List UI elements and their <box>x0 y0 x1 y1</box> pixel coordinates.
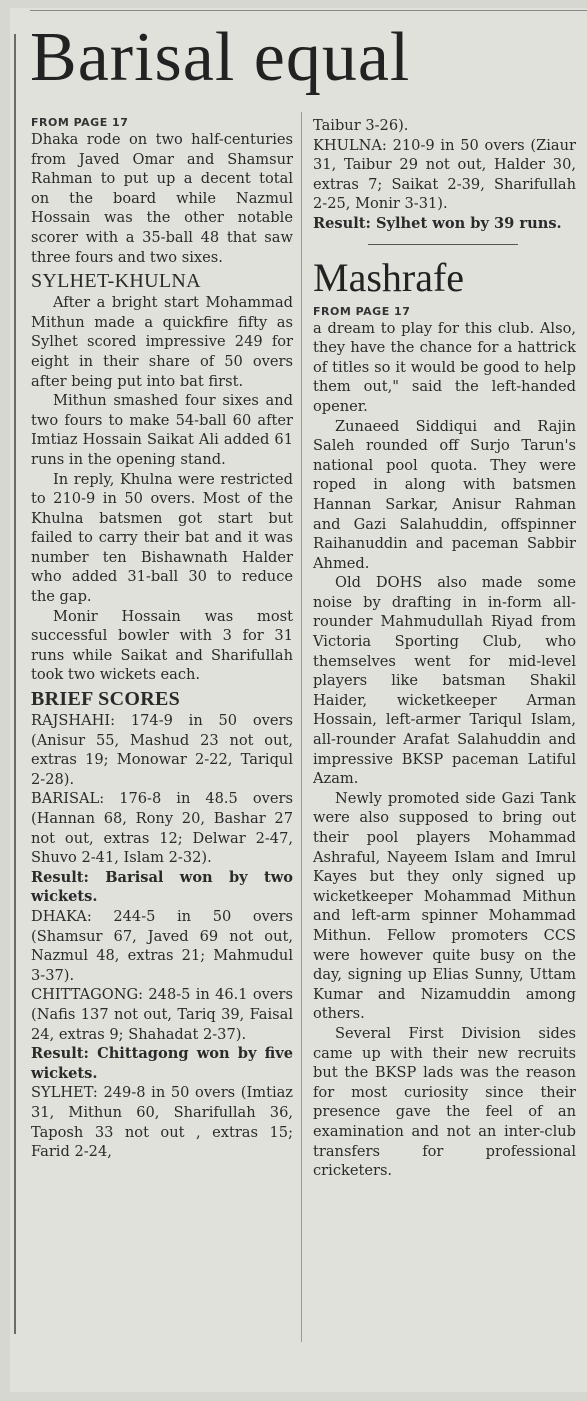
paragraph: Newly promoted side Gazi Tank were also supposed to bring out their pool players Mohammad Ashraful, Nayeem Islam and Imrul Kayes but they only signed up wicketkeeper Mohammad Mithun and left-arm spinner Mohammad Mithun. Fellow promoters CCS were however quite busy on the day, signing up Elias Sunny, Uttam Kumar and Nizamuddin among others. <box>313 789 576 1023</box>
score-detail: 248-5 in 46.1 overs (Nafis 137 not out, Tariq 39, Faisal 24, extras 9; Shahadat 2-37). <box>31 986 293 1043</box>
team-name: KHULNA: <box>313 136 387 154</box>
paragraph: After a bright start Mohammad Mithun made a quickfire fifty as Sylhet scored impressive 249 for eight in their share of 50 overs after being put into bat first. <box>31 294 293 390</box>
score-line <box>31 985 293 1044</box>
left-border-rule <box>14 34 16 1334</box>
top-rule <box>30 10 587 11</box>
kicker: FROM PAGE 17 <box>31 116 129 129</box>
score-detail: 210-9 in 50 overs (Ziaur 31, Taibur 29 not out, Halder 30, extras 7; Saikat 2-39, Sharifullah 2-25, Monir 3-31). <box>313 136 576 213</box>
score-detail: 176-8 in 48.5 overs (Hannan 68, Rony 20, Bashar 27 not out, extras 12; Delwar 2-47, Shuvo 2-41, Islam 2-32). <box>31 790 293 867</box>
subhead-sylhet-khulna: SYLHET-KHULNA <box>31 270 201 293</box>
score-detail: 249-8 in 50 overs (Imtiaz 31, Mithun 60, Sharifullah 36, Taposh 33 not out , extras 15; Farid 2-24, <box>31 1084 293 1161</box>
team-name: RAJSHAHI: <box>31 712 116 730</box>
score-detail: 174-9 in 50 overs (Anisur 55, Mashud 23 not out, extras 19; Monowar 2-22, Tariqul 2-28). <box>31 712 293 788</box>
result-line: Result: Sylhet won by 39 runs. <box>313 214 562 232</box>
right-column <box>313 116 576 1181</box>
score-detail: 244-5 in 50 overs (Shamsur 67, Javed 69 not out, Nazmul 48, extras 21; Mahmudul 3-37). <box>31 907 293 984</box>
paragraph: Zunaeed Siddiqui and Rajin Saleh rounded off Surjo Tarun's national pool quota. They were roped in along with batsmen Hannan Sarkar, Anisur Rahman and Gazi Salahuddin, offspinner Raihanuddin and paceman Sabbir Ahmed. <box>313 417 576 572</box>
paragraph: Old DOHS also made some noise by drafting in in-form all-rounder Mahmudullah Riyad from Victoria Sporting Club, who themselves went for mid-level players like batsman Shakil Haider, wicketkeeper Arman Hossain, left-armer Tariqul Islam, all-rounder Arafat Salahuddin and impressive BKSP paceman Latiful Azam. <box>313 574 576 788</box>
paragraph: Monir Hossain was most successful bowler with 3 for 31 runs while Saikat and Sharifullah took two wickets each. <box>31 607 293 684</box>
result-line: Result: Barisal won by two wickets. <box>31 868 293 906</box>
team-name: CHITTAGONG: <box>31 986 144 1004</box>
score-continuation: Taibur 3-26). <box>313 117 409 134</box>
result-line: Result: Chittagong won by five wickets. <box>31 1045 293 1082</box>
score-line <box>31 1083 293 1161</box>
score-line <box>31 711 293 789</box>
team-name: DHAKA: <box>31 907 92 925</box>
score-line <box>313 136 576 214</box>
mashrafe-headline: Mashrafe <box>313 254 465 300</box>
story-separator <box>368 244 518 245</box>
intro-paragraph: Dhaka rode on two half-centuries from Javed Omar and Shamsur Rahman to put up a decent total on the board while Nazmul Hossain was the other notable scorer with a 35-ball 48 that saw three fours and two sixes. <box>31 131 293 266</box>
brief-scores-heading: BRIEF SCORES <box>31 688 181 711</box>
team-name: BARISAL: <box>31 790 105 808</box>
paragraph: In reply, Khulna were restricted to 210-9 in 50 overs. Most of the Khulna batsmen got start but failed to carry their bat and it was number ten Bishawnath Halder who added 31-ball 30 to reduce the gap. <box>31 470 293 606</box>
column-divider <box>301 112 302 1342</box>
team-name: SYLHET: <box>31 1084 98 1102</box>
paragraph: a dream to play for this club. Also, they have the chance for a hattrick of titles so it would be good to help them out," said the left-handed opener. <box>313 319 576 415</box>
score-line <box>31 789 293 867</box>
left-column <box>31 112 293 1162</box>
paragraph: Mithun smashed four sixes and two fours to make 54-ball 60 after Imtiaz Hossain Saikat Ali added 61 runs in the opening stand. <box>31 392 293 468</box>
kicker: FROM PAGE 17 <box>313 304 411 318</box>
headline: Barisal equal <box>30 19 411 96</box>
paragraph: Several First Division sides came up with their new recruits but the BKSP lads was the reason for most curiosity since their presence gave the feel of an examination and not an inter-club transfers for professional cricketers. <box>313 1024 576 1180</box>
score-line <box>31 907 293 985</box>
